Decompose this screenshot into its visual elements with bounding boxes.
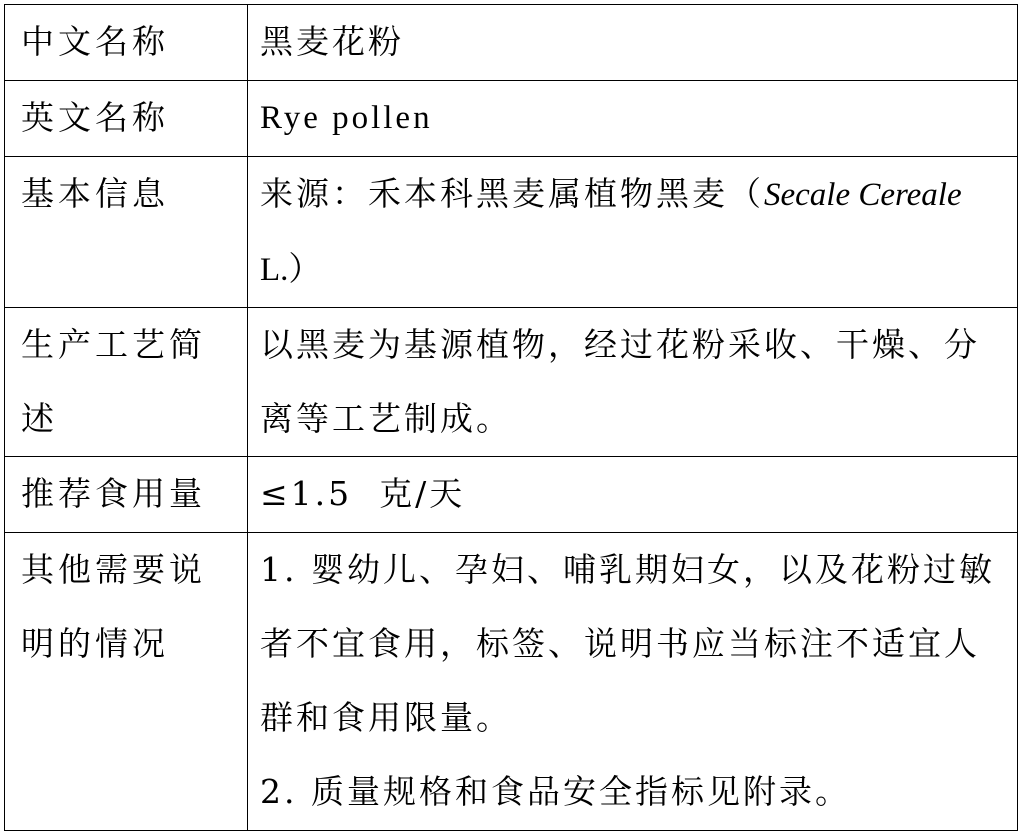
row-label-chinese-name: 中文名称 <box>5 5 248 81</box>
table-row-basic-info <box>5 157 1018 308</box>
row-value-english-name: Rye pollen <box>248 81 1018 157</box>
row-value-recommended-dosage: ≤1.5 克/天 <box>248 457 1018 533</box>
row-value-production-process: 以黑麦为基源植物，经过花粉采收、干燥、分离等工艺制成。 <box>248 308 1018 457</box>
source-text: 来源：禾本科黑麦属植物黑麦（ <box>260 174 764 213</box>
source-suffix-text: L.） <box>260 252 322 288</box>
row-label-basic-info: 基本信息 <box>5 157 248 308</box>
row-label-other-notes: 其他需要说明的情况 <box>5 533 248 831</box>
row-value-chinese-name: 黑麦花粉 <box>248 5 1018 81</box>
latin-species-name: Secale Cereale <box>764 177 962 213</box>
row-value-other-notes <box>248 533 1018 831</box>
note-item-1: 1. 婴幼儿、孕妇、哺乳期妇女，以及花粉过敏者不宜食用，标签、说明书应当标注不适宜人群和食用限量。 <box>260 550 995 737</box>
table-row-english-name <box>5 81 1018 157</box>
row-label-english-name: 英文名称 <box>5 81 248 157</box>
row-label-production-process: 生产工艺简述 <box>5 308 248 457</box>
table-row-recommended-dosage <box>5 457 1018 533</box>
note-item-2: 2. 质量规格和食品安全指标见附录。 <box>260 772 851 811</box>
table-row-other-notes <box>5 533 1018 831</box>
table-row-chinese-name <box>5 5 1018 81</box>
table-row-production-process <box>5 308 1018 457</box>
row-value-basic-info <box>248 157 1018 308</box>
product-info-table <box>4 4 1018 831</box>
row-label-recommended-dosage: 推荐食用量 <box>5 457 248 533</box>
